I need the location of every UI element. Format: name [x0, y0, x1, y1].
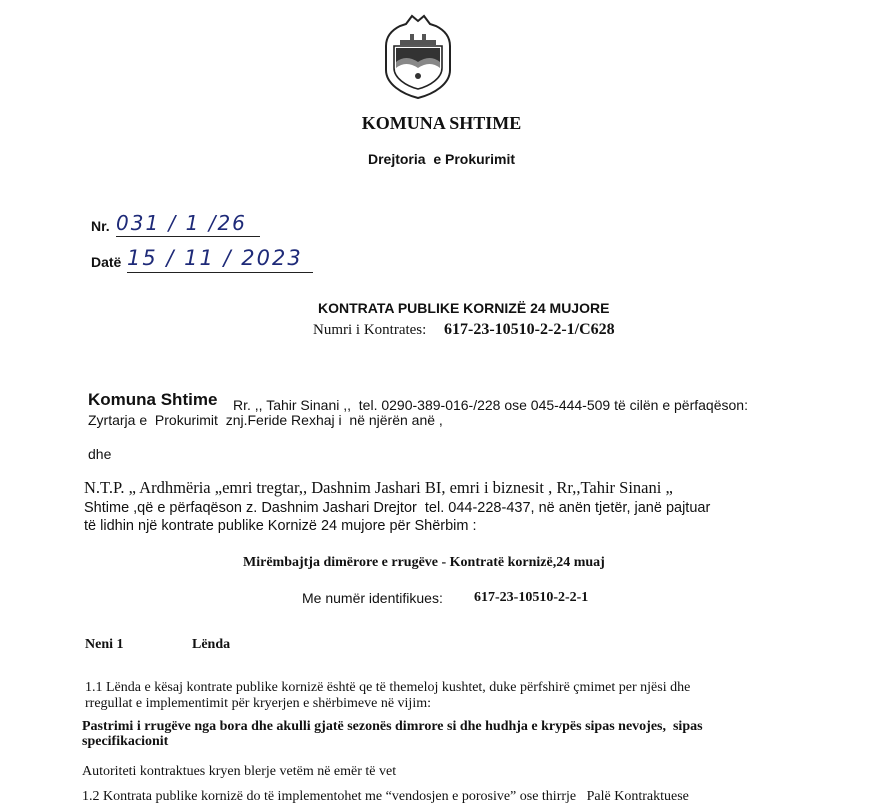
party2-line2: Shtime ,që e përfaqëson z. Dashnim Jashari Drejtor tel. 044-228-437, në anën tjetër, janë pajtuar: [84, 500, 711, 516]
municipality-title: KOMUNA SHTIME: [361, 113, 522, 133]
party1-name: Komuna Shtime: [88, 390, 218, 409]
nr-label: Nr.: [91, 218, 110, 234]
party1-details-line2: Zyrtarja e Prokurimit znj.Feride Rexhaj i në njërën anë ,: [88, 412, 443, 428]
article-paragraph-1-line2: rregullat e implementimit për kryerjen e shërbimeve në vijim:: [85, 696, 431, 711]
conjunction-text: dhe: [88, 446, 112, 462]
identifier-value: 617-23-10510-2-2-1: [474, 590, 589, 605]
party2-line1: N.T.P. „ Ardhmëria „emri tregtar,, Dashnim Jashari BI, emri i biznesit , Rr,,Tahir Sinani „: [84, 478, 673, 497]
article-paragraph-2-line1: 1.2 Kontrata publike kornizë do të implementohet me “vendosjen e porosive” ose thirrje Palë Kontraktuese: [82, 789, 689, 804]
party1-details-line1: Rr. ,, Tahir Sinani ,, tel. 0290-389-016-/228 ose 045-444-509 të cilën e përfaqëson:: [233, 397, 748, 413]
contract-title: KONTRATA PUBLIKE KORNIZË 24 MUJORE: [318, 300, 610, 316]
contract-number-label: Numri i Kontrates:: [313, 322, 427, 338]
service-title: Mirëmbajtja dimërore e rrugëve - Kontratë kornizë,24 muaj: [243, 555, 605, 570]
nr-handwritten-value: 031 / 1 /26: [116, 210, 260, 237]
contract-number: 617-23-10510-2-2-1/C628: [444, 321, 615, 338]
identifier-label: Me numër identifikues:: [302, 590, 443, 606]
article-number: Neni 1: [85, 637, 124, 652]
municipality-emblem: [376, 12, 460, 100]
article-paragraph-1-line1: 1.1 Lënda e kësaj kontrate publike kornizë është qe të themeloj kushtet, duke përfshirë çmimet per njësi dhe: [85, 680, 691, 695]
authority-statement: Autoriteti kontraktues kryen blerje vetëm në emër të vet: [82, 764, 397, 779]
date-label: Datë: [91, 254, 122, 270]
service-description-line2: specifikacionit: [82, 734, 169, 749]
service-description-line1: Pastrimi i rrugëve nga bora dhe akulli gjatë sezonës dimrore si dhe hudhja e krypës sipas nevojes, sipas: [82, 719, 703, 734]
date-handwritten-value: 15 / 11 / 2023: [127, 244, 313, 273]
article-title: Lënda: [192, 637, 231, 652]
department-title: Drejtoria e Prokurimit: [367, 151, 516, 167]
party2-line3: të lidhin një kontrate publike Kornizë 24 mujore për Shërbim :: [84, 518, 477, 534]
